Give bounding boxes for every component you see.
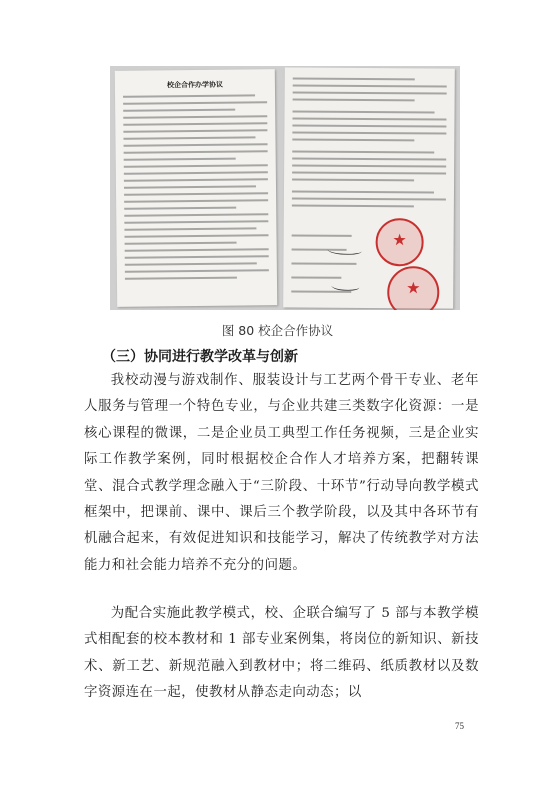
text-line bbox=[124, 199, 268, 203]
text-line bbox=[292, 190, 434, 193]
text-line bbox=[124, 213, 268, 217]
text-line bbox=[291, 262, 356, 264]
text-line bbox=[123, 94, 255, 97]
text-line bbox=[292, 157, 446, 160]
text-line bbox=[292, 131, 446, 134]
text-line bbox=[124, 227, 256, 230]
text-line bbox=[124, 150, 268, 154]
text-line bbox=[292, 178, 414, 181]
text-line bbox=[124, 207, 236, 210]
text-line bbox=[125, 248, 269, 252]
text-line bbox=[124, 178, 268, 182]
text-line bbox=[291, 276, 341, 278]
agreement-photo bbox=[110, 66, 460, 310]
body-paragraph: 为配合实施此教学模式，校、企联合编写了 5 部与本教学模式相配套的校本教材和 1 部专业案例集，将岗位的新知识、新技术、新工艺、新规范融入到教材中；将二维码、纸质教材以及数字资源连在一起，使教材从静态走向动态；以 bbox=[84, 606, 479, 701]
official-seal-icon: ★ bbox=[387, 266, 439, 310]
official-seal-icon: ★ bbox=[375, 218, 423, 266]
section-heading: （三）协同进行教学改革与创新 bbox=[102, 349, 298, 365]
text-line bbox=[123, 129, 267, 133]
agreement-title: 校企合作办学协议 bbox=[166, 80, 223, 90]
text-line bbox=[292, 150, 434, 153]
text-line bbox=[292, 164, 446, 167]
body-paragraph: 我校动漫与游戏制作、服装设计与工艺两个骨干专业、老年人服务与管理一个特色专业，与企业共建三类数字化资源：一是核心课程的微课，二是企业员工典型工作任务视频，三是企业实际工作教学案例，同时根据校企合作人才培养方案，把翻转课堂、混合式教学理念融入于“三阶段、十环节”行动导向教学模式框架中，把课前、课中、课后三个教学阶段，以及其中各环节有机融合起来，有效促进知识和技能学习，解决了传统教学对方法能力和社会能力培养不充分的问题。 bbox=[84, 373, 479, 573]
text-line bbox=[124, 143, 268, 147]
text-line bbox=[124, 171, 268, 175]
text-line bbox=[293, 98, 415, 101]
text-line bbox=[293, 110, 435, 113]
text-line bbox=[125, 242, 237, 245]
text-line bbox=[125, 269, 269, 273]
text-line bbox=[292, 234, 352, 236]
signature-scrawl bbox=[328, 246, 362, 255]
text-line bbox=[124, 185, 256, 188]
text-line bbox=[292, 117, 446, 120]
text-line bbox=[124, 164, 268, 168]
text-line bbox=[125, 262, 257, 265]
text-line bbox=[291, 290, 351, 292]
text-line bbox=[292, 204, 414, 207]
text-line bbox=[125, 255, 269, 259]
text-line bbox=[292, 138, 414, 141]
text-line bbox=[123, 101, 267, 105]
text-line bbox=[293, 84, 447, 87]
page-number: 75 bbox=[455, 721, 464, 731]
text-line bbox=[124, 158, 236, 161]
figure-caption: 图 80 校企合作协议 bbox=[221, 323, 334, 338]
text-line bbox=[125, 277, 237, 280]
text-line bbox=[124, 220, 268, 224]
text-line bbox=[123, 136, 255, 139]
text-line bbox=[123, 122, 267, 126]
signature-scrawl bbox=[331, 282, 359, 291]
text-line bbox=[123, 109, 235, 112]
text-line bbox=[293, 91, 447, 94]
agreement-page-right bbox=[283, 67, 455, 308]
text-line bbox=[292, 124, 446, 127]
text-line bbox=[124, 192, 268, 196]
text-line bbox=[292, 197, 446, 200]
text-line bbox=[292, 171, 446, 174]
text-line bbox=[124, 234, 268, 238]
text-line bbox=[293, 77, 415, 80]
text-line bbox=[123, 115, 267, 119]
agreement-page-left bbox=[115, 69, 277, 307]
